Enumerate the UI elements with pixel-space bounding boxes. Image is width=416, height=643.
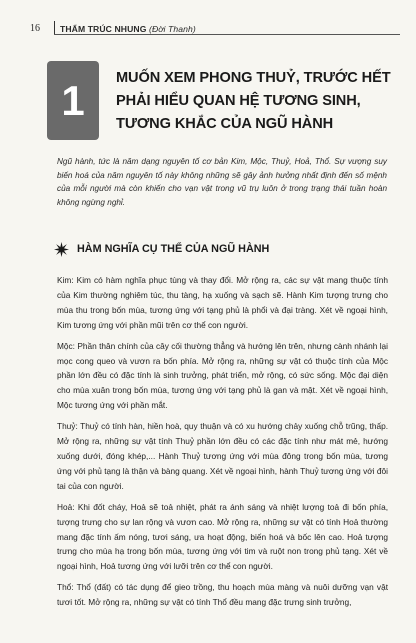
book-title: [60, 24, 196, 34]
paragraph: Mộc: Phần thân chính của cây cối thường thẳng và hướng lên trên, nhưng cành nhánh lại mọc cong queo và vươn ra bốn phía. Mở rộng ra, những sự vật có thuộc tính của Mộc phần lớn đều có đặc tính là sinh trưởng, phát triển, mở rộng, có sức sống. Mộc đại diện cho mùa xuân trong bốn mùa, tương ứng với tạng phủ là gan và mật. Xét về ngoại hình, Mộc tương ứng với phần mắt.: [57, 340, 388, 411]
page-number: 16: [30, 23, 40, 34]
book-title-name: THẨM TRÚC NHUNG: [60, 24, 147, 34]
section-heading: [54, 242, 269, 256]
star-icon: [54, 242, 69, 257]
paragraph: Hoả: Khi đốt cháy, Hoả sẽ toả nhiệt, phát ra ánh sáng và nhiệt lượng toả đi bốn phía, tượng trưng cho sự lan rộng và vươn cao. Mở rộng ra, những sự vật có tính Hoả thường mang đặc tính ấm nóng, tươi sáng, ưa hoạt động, biến hoá và bốc lên cao. Hoả tượng trưng cho mùa hạ trong bốn mùa, tương ứng với tim và ruột non trong phủ tạng. Xét về ngoại hình, Hoả tương ứng với lưỡi trên cơ thể con người.: [57, 501, 388, 572]
book-title-author: (Đời Thanh): [148, 24, 196, 34]
paragraph: Thuỷ: Thuỷ có tính hàn, hiền hoà, quy thuận và có xu hướng chảy xuống chỗ trũng, thấp. Mở rộng ra, những sự vật tính Thuỷ phần lớn đều có các đặc tính như mát mẻ, hướng xuống dưới, đóng khép,... Hành Thuỷ tương ứng với mùa đông trong bốn mùa, tương ứng với phủ tạng là thận và bàng quang. Xét về ngoại hình, hành Thuỷ tương ứng với đôi tai của con người.: [57, 421, 388, 491]
body-text: [57, 273, 388, 616]
paragraph: Thổ: Thổ (đất) có tác dụng để gieo trồng, thu hoạch mùa màng và nuôi dưỡng vạn vật tươi tốt. Mở rộng ra, những sự vật có tính Thổ đều mang đặc trưng sinh trưởng,: [57, 582, 388, 608]
chapter-number-box: [47, 61, 99, 140]
chapter-title-line: PHẢI HIỂU QUAN HỆ TƯƠNG SINH,: [116, 93, 361, 109]
chapter-number: 1: [61, 76, 85, 124]
running-header: [30, 21, 400, 37]
section-heading-text: HÀM NGHĨA CỤ THỂ CỦA NGŨ HÀNH: [77, 243, 270, 255]
chapter-intro: Ngũ hành, tức là năm dạng nguyên tố cơ bản Kim, Mộc, Thuỷ, Hoả, Thổ. Sự vượng suy biến hoá của năm nguyên tố này không những sẽ gây ảnh hưởng nhất định đến số mệnh của mỗi người mà còn khiến cho vạn vật trong vũ trụ luôn ở trong trạng thái tuần hoàn không ngừng nghỉ.: [57, 157, 387, 207]
chapter-title-line: MUỐN XEM PHONG THUỶ, TRƯỚC HẾT: [116, 70, 391, 86]
chapter-title: [116, 67, 398, 136]
header-divider: [54, 21, 55, 35]
paragraph: Kim: Kim có hàm nghĩa phục tùng và thay đổi. Mở rộng ra, các sự vật mang thuộc tính của Kim thường nghiêm túc, thu tàng, hạ xuống và sạch sẽ. Hành Kim tượng trưng cho mùa thu trong bốn mùa, tương ứng với tạng phủ là phổi và đại tràng. Xét về ngoại hình, Kim tương ứng với phần mũi trên cơ thể con người.: [57, 275, 388, 330]
header-rule: [54, 34, 400, 35]
chapter-title-line: TƯƠNG KHẮC CỦA NGŨ HÀNH: [116, 116, 334, 132]
